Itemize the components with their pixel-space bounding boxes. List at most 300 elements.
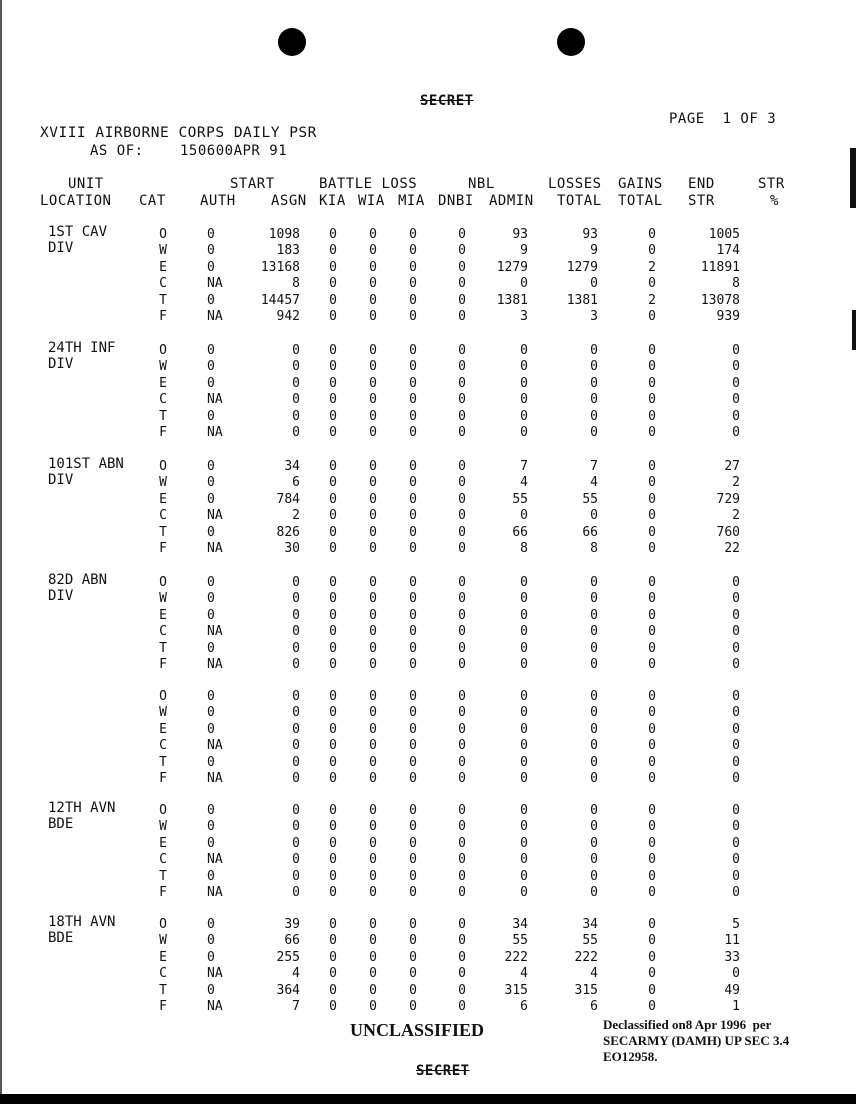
cell-dnbi: 0 xyxy=(458,243,466,259)
cell-end-str: 27 xyxy=(724,459,740,474)
cell-dnbi: 0 xyxy=(458,819,466,835)
cell-dnbi: 0 xyxy=(458,868,466,884)
cell-kia: 0 xyxy=(329,835,337,851)
cell-wia: 0 xyxy=(369,276,377,292)
cell-asgn: 4 xyxy=(292,966,300,982)
cell-cat: O xyxy=(159,227,167,242)
cell-kia: 0 xyxy=(329,640,337,656)
cell-asgn: 0 xyxy=(292,408,300,424)
cell-auth: 0 xyxy=(207,524,215,540)
cell-end-str: 49 xyxy=(724,982,740,998)
cell-gains-total: 0 xyxy=(648,933,656,949)
header-start: START xyxy=(230,176,275,192)
cell-kia: 0 xyxy=(329,508,337,524)
cell-admin: 1279 xyxy=(496,259,528,275)
cell-dnbi: 0 xyxy=(458,359,466,375)
cell-dnbi: 0 xyxy=(458,721,466,737)
cell-gains-total: 0 xyxy=(648,803,656,818)
cell-kia: 0 xyxy=(329,375,337,391)
cell-cat: C xyxy=(159,392,167,408)
cell-admin: 0 xyxy=(520,835,528,851)
cell-kia: 0 xyxy=(329,689,337,704)
cell-mia: 0 xyxy=(409,982,417,998)
cell-end-str: 0 xyxy=(732,657,740,672)
cell-wia: 0 xyxy=(369,640,377,656)
cell-mia: 0 xyxy=(409,803,417,818)
cell-asgn: 14457 xyxy=(260,292,300,308)
cell-wia: 0 xyxy=(369,738,377,754)
cell-gains-total: 0 xyxy=(648,754,656,770)
cell-cat: C xyxy=(159,966,167,982)
cell-auth: 0 xyxy=(207,835,215,851)
cell-cat: O xyxy=(159,459,167,474)
cell-asgn: 0 xyxy=(292,689,300,704)
cell-kia: 0 xyxy=(329,982,337,998)
cell-admin: 0 xyxy=(520,868,528,884)
cell-admin: 34 xyxy=(512,917,528,932)
cell-kia: 0 xyxy=(329,292,337,308)
cell-end-str: 13078 xyxy=(700,292,740,308)
header-mia: MIA xyxy=(398,193,425,209)
cell-losses-total: 6 xyxy=(590,999,598,1014)
cell-losses-total: 0 xyxy=(590,721,598,737)
cell-asgn: 0 xyxy=(292,835,300,851)
cell-losses-total: 0 xyxy=(590,508,598,524)
cell-wia: 0 xyxy=(369,392,377,408)
cell-auth: 0 xyxy=(207,359,215,375)
cell-dnbi: 0 xyxy=(458,392,466,408)
cell-cat: C xyxy=(159,738,167,754)
cell-asgn: 0 xyxy=(292,852,300,868)
cell-cat: T xyxy=(159,982,167,998)
cell-losses-total: 0 xyxy=(590,359,598,375)
cell-gains-total: 0 xyxy=(648,591,656,607)
cell-auth: 0 xyxy=(207,868,215,884)
cell-mia: 0 xyxy=(409,459,417,474)
cell-wia: 0 xyxy=(369,657,377,672)
page-number: PAGE 1 OF 3 xyxy=(669,111,777,127)
cell-wia: 0 xyxy=(369,933,377,949)
header-auth: AUTH xyxy=(200,193,236,209)
bottom-classification: SECRET xyxy=(416,1063,470,1079)
cell-kia: 0 xyxy=(329,491,337,507)
cell-admin: 0 xyxy=(520,803,528,818)
cell-auth: NA xyxy=(207,885,223,900)
cell-mia: 0 xyxy=(409,392,417,408)
cell-cat: F xyxy=(159,309,167,324)
cell-losses-total: 0 xyxy=(590,375,598,391)
cell-asgn: 255 xyxy=(276,949,300,965)
cell-wia: 0 xyxy=(369,475,377,491)
header-dnbi: DNBI xyxy=(438,193,474,209)
cell-gains-total: 0 xyxy=(648,885,656,900)
cell-admin: 0 xyxy=(520,689,528,704)
report-title: XVIII AIRBORNE CORPS DAILY PSR xyxy=(40,125,317,141)
cell-asgn: 942 xyxy=(276,309,300,324)
cell-auth: 0 xyxy=(207,933,215,949)
cell-admin: 66 xyxy=(512,524,528,540)
cell-wia: 0 xyxy=(369,835,377,851)
declassification-note xyxy=(603,1017,789,1065)
cell-losses-total: 7 xyxy=(590,459,598,474)
cell-wia: 0 xyxy=(369,917,377,932)
cell-asgn: 826 xyxy=(276,524,300,540)
cell-mia: 0 xyxy=(409,491,417,507)
cell-losses-total: 0 xyxy=(590,425,598,440)
cell-mia: 0 xyxy=(409,243,417,259)
cell-dnbi: 0 xyxy=(458,343,466,358)
cell-mia: 0 xyxy=(409,966,417,982)
cell-losses-total: 0 xyxy=(590,868,598,884)
cell-gains-total: 0 xyxy=(648,575,656,590)
unit-name: 1ST CAV xyxy=(48,224,108,240)
cell-dnbi: 0 xyxy=(458,852,466,868)
header-end: END xyxy=(688,176,715,192)
cell-kia: 0 xyxy=(329,754,337,770)
cell-losses-total: 55 xyxy=(582,933,598,949)
cell-losses-total: 0 xyxy=(590,607,598,623)
cell-end-str: 939 xyxy=(716,309,740,324)
cell-dnbi: 0 xyxy=(458,624,466,640)
cell-wia: 0 xyxy=(369,591,377,607)
cell-losses-total: 34 xyxy=(582,917,598,932)
cell-admin: 4 xyxy=(520,475,528,491)
cell-mia: 0 xyxy=(409,721,417,737)
cell-wia: 0 xyxy=(369,607,377,623)
cell-cat: O xyxy=(159,689,167,704)
cell-cat: W xyxy=(159,933,167,949)
header-asgn: ASGN xyxy=(271,193,307,209)
cell-admin: 4 xyxy=(520,966,528,982)
header-location: LOCATION xyxy=(40,193,112,209)
cell-auth: NA xyxy=(207,309,223,324)
cell-asgn: 0 xyxy=(292,591,300,607)
cell-auth: 0 xyxy=(207,754,215,770)
cell-auth: NA xyxy=(207,771,223,786)
cell-dnbi: 0 xyxy=(458,982,466,998)
cell-admin: 315 xyxy=(504,982,528,998)
cell-mia: 0 xyxy=(409,607,417,623)
cell-asgn: 0 xyxy=(292,624,300,640)
cell-end-str: 0 xyxy=(732,425,740,440)
cell-kia: 0 xyxy=(329,259,337,275)
cell-kia: 0 xyxy=(329,425,337,440)
cell-auth: NA xyxy=(207,966,223,982)
cell-wia: 0 xyxy=(369,343,377,358)
cell-losses-total: 0 xyxy=(590,819,598,835)
unit-name: 24TH INF xyxy=(48,340,116,356)
cell-mia: 0 xyxy=(409,524,417,540)
header-gains: GAINS xyxy=(618,176,663,192)
declassified-line: EO12958. xyxy=(603,1049,658,1064)
cell-auth: 0 xyxy=(207,343,215,358)
cell-losses-total: 66 xyxy=(582,524,598,540)
cell-dnbi: 0 xyxy=(458,475,466,491)
cell-kia: 0 xyxy=(329,917,337,932)
cell-mia: 0 xyxy=(409,343,417,358)
cell-dnbi: 0 xyxy=(458,705,466,721)
cell-dnbi: 0 xyxy=(458,227,466,242)
cell-losses-total: 0 xyxy=(590,408,598,424)
cell-wia: 0 xyxy=(369,754,377,770)
cell-gains-total: 0 xyxy=(648,835,656,851)
cell-gains-total: 0 xyxy=(648,276,656,292)
cell-gains-total: 0 xyxy=(648,408,656,424)
unit-type: BDE xyxy=(48,930,74,947)
cell-auth: NA xyxy=(207,624,223,640)
cell-auth: 0 xyxy=(207,375,215,391)
cell-cat: E xyxy=(159,607,167,623)
cell-mia: 0 xyxy=(409,819,417,835)
cell-wia: 0 xyxy=(369,949,377,965)
cell-kia: 0 xyxy=(329,738,337,754)
cell-admin: 0 xyxy=(520,343,528,358)
cell-end-str: 0 xyxy=(732,575,740,590)
cell-asgn: 0 xyxy=(292,803,300,818)
cell-auth: NA xyxy=(207,392,223,408)
cell-end-str: 0 xyxy=(732,721,740,737)
unit-type: DIV xyxy=(48,588,74,605)
cell-admin: 0 xyxy=(520,624,528,640)
cell-losses-total: 93 xyxy=(582,227,598,242)
cell-end-str: 0 xyxy=(732,885,740,900)
cell-auth: NA xyxy=(207,276,223,292)
cell-losses-total: 222 xyxy=(574,949,598,965)
cell-kia: 0 xyxy=(329,575,337,590)
cell-admin: 222 xyxy=(504,949,528,965)
cell-cat: O xyxy=(159,803,167,818)
cell-wia: 0 xyxy=(369,459,377,474)
cell-kia: 0 xyxy=(329,999,337,1014)
cell-cat: T xyxy=(159,408,167,424)
cell-mia: 0 xyxy=(409,292,417,308)
cell-wia: 0 xyxy=(369,721,377,737)
cell-wia: 0 xyxy=(369,309,377,324)
cell-gains-total: 0 xyxy=(648,949,656,965)
cell-gains-total: 0 xyxy=(648,375,656,391)
cell-losses-total: 0 xyxy=(590,575,598,590)
cell-admin: 0 xyxy=(520,738,528,754)
cell-wia: 0 xyxy=(369,771,377,786)
cell-auth: 0 xyxy=(207,491,215,507)
cell-losses-total: 0 xyxy=(590,754,598,770)
cell-losses-total: 0 xyxy=(590,657,598,672)
cell-dnbi: 0 xyxy=(458,491,466,507)
cell-gains-total: 0 xyxy=(648,689,656,704)
cell-admin: 0 xyxy=(520,721,528,737)
cell-mia: 0 xyxy=(409,309,417,324)
cell-asgn: 0 xyxy=(292,607,300,623)
cell-end-str: 1005 xyxy=(708,227,740,242)
header-gains-total: TOTAL xyxy=(618,193,663,209)
cell-mia: 0 xyxy=(409,999,417,1014)
cell-losses-total: 55 xyxy=(582,491,598,507)
cell-cat: F xyxy=(159,771,167,786)
cell-gains-total: 0 xyxy=(648,917,656,932)
cell-end-str: 2 xyxy=(732,508,740,524)
cell-auth: 0 xyxy=(207,640,215,656)
scan-edge-mark xyxy=(850,148,856,208)
cell-cat: F xyxy=(159,425,167,440)
cell-asgn: 784 xyxy=(276,491,300,507)
unit-name: 82D ABN xyxy=(48,572,108,588)
cell-admin: 0 xyxy=(520,885,528,900)
cell-gains-total: 0 xyxy=(648,459,656,474)
cell-losses-total: 0 xyxy=(590,738,598,754)
cell-auth: NA xyxy=(207,999,223,1014)
cell-mia: 0 xyxy=(409,640,417,656)
cell-losses-total: 0 xyxy=(590,852,598,868)
cell-dnbi: 0 xyxy=(458,657,466,672)
cell-auth: 0 xyxy=(207,917,215,932)
header-admin: ADMIN xyxy=(489,193,534,209)
scan-left-edge xyxy=(0,0,2,1104)
cell-wia: 0 xyxy=(369,966,377,982)
cell-admin: 0 xyxy=(520,591,528,607)
cell-mia: 0 xyxy=(409,885,417,900)
cell-wia: 0 xyxy=(369,885,377,900)
cell-auth: 0 xyxy=(207,259,215,275)
cell-losses-total: 4 xyxy=(590,475,598,491)
cell-end-str: 2 xyxy=(732,475,740,491)
unit-type: BDE xyxy=(48,816,74,833)
cell-gains-total: 0 xyxy=(648,738,656,754)
cell-asgn: 0 xyxy=(292,575,300,590)
cell-auth: 0 xyxy=(207,591,215,607)
cell-dnbi: 0 xyxy=(458,607,466,623)
header-battle-loss: BATTLE LOSS xyxy=(319,176,418,192)
cell-kia: 0 xyxy=(329,771,337,786)
cell-admin: 0 xyxy=(520,276,528,292)
cell-auth: 0 xyxy=(207,408,215,424)
cell-kia: 0 xyxy=(329,868,337,884)
cell-wia: 0 xyxy=(369,375,377,391)
cell-dnbi: 0 xyxy=(458,738,466,754)
cell-auth: 0 xyxy=(207,689,215,704)
punch-hole-left xyxy=(278,28,306,56)
cell-auth: 0 xyxy=(207,475,215,491)
cell-end-str: 0 xyxy=(732,819,740,835)
cell-end-str: 0 xyxy=(732,754,740,770)
cell-asgn: 0 xyxy=(292,425,300,440)
cell-dnbi: 0 xyxy=(458,999,466,1014)
cell-kia: 0 xyxy=(329,343,337,358)
cell-end-str: 0 xyxy=(732,835,740,851)
cell-end-str: 5 xyxy=(732,917,740,932)
cell-dnbi: 0 xyxy=(458,885,466,900)
cell-losses-total: 0 xyxy=(590,689,598,704)
cell-asgn: 0 xyxy=(292,771,300,786)
cell-losses-total: 9 xyxy=(590,243,598,259)
cell-kia: 0 xyxy=(329,392,337,408)
cell-dnbi: 0 xyxy=(458,933,466,949)
cell-end-str: 0 xyxy=(732,868,740,884)
cell-asgn: 0 xyxy=(292,640,300,656)
cell-asgn: 6 xyxy=(292,475,300,491)
cell-end-str: 0 xyxy=(732,343,740,358)
cell-dnbi: 0 xyxy=(458,276,466,292)
cell-gains-total: 0 xyxy=(648,721,656,737)
cell-gains-total: 0 xyxy=(648,999,656,1014)
cell-dnbi: 0 xyxy=(458,459,466,474)
cell-dnbi: 0 xyxy=(458,689,466,704)
cell-wia: 0 xyxy=(369,359,377,375)
cell-asgn: 8 xyxy=(292,276,300,292)
cell-mia: 0 xyxy=(409,949,417,965)
unit-name: 101ST ABN xyxy=(48,456,124,472)
cell-mia: 0 xyxy=(409,852,417,868)
cell-asgn: 39 xyxy=(284,917,300,932)
cell-admin: 0 xyxy=(520,392,528,408)
cell-auth: 0 xyxy=(207,243,215,259)
cell-auth: 0 xyxy=(207,459,215,474)
cell-wia: 0 xyxy=(369,999,377,1014)
cell-gains-total: 0 xyxy=(648,982,656,998)
cell-dnbi: 0 xyxy=(458,917,466,932)
cell-kia: 0 xyxy=(329,705,337,721)
cell-asgn: 0 xyxy=(292,392,300,408)
cell-dnbi: 0 xyxy=(458,803,466,818)
cell-cat: C xyxy=(159,624,167,640)
cell-kia: 0 xyxy=(329,949,337,965)
cell-end-str: 0 xyxy=(732,705,740,721)
cell-dnbi: 0 xyxy=(458,949,466,965)
cell-cat: F xyxy=(159,541,167,556)
as-of-value: 150600APR 91 xyxy=(180,143,288,159)
cell-mia: 0 xyxy=(409,868,417,884)
unit-type: DIV xyxy=(48,240,74,257)
cell-end-str: 11 xyxy=(724,933,740,949)
cell-admin: 0 xyxy=(520,408,528,424)
cell-losses-total: 0 xyxy=(590,343,598,358)
cell-gains-total: 0 xyxy=(648,541,656,556)
cell-wia: 0 xyxy=(369,803,377,818)
cell-admin: 0 xyxy=(520,359,528,375)
cell-losses-total: 0 xyxy=(590,276,598,292)
cell-mia: 0 xyxy=(409,425,417,440)
cell-losses-total: 0 xyxy=(590,835,598,851)
cell-cat: E xyxy=(159,721,167,737)
cell-asgn: 0 xyxy=(292,819,300,835)
cell-admin: 0 xyxy=(520,819,528,835)
cell-gains-total: 0 xyxy=(648,227,656,242)
cell-wia: 0 xyxy=(369,705,377,721)
unit-type: DIV xyxy=(48,356,74,373)
as-of-label: AS OF: xyxy=(90,143,144,159)
cell-dnbi: 0 xyxy=(458,754,466,770)
cell-gains-total: 0 xyxy=(648,819,656,835)
cell-dnbi: 0 xyxy=(458,640,466,656)
cell-asgn: 0 xyxy=(292,657,300,672)
cell-dnbi: 0 xyxy=(458,835,466,851)
cell-kia: 0 xyxy=(329,243,337,259)
cell-dnbi: 0 xyxy=(458,524,466,540)
cell-gains-total: 0 xyxy=(648,624,656,640)
cell-dnbi: 0 xyxy=(458,541,466,556)
cell-end-str: 0 xyxy=(732,640,740,656)
cell-kia: 0 xyxy=(329,408,337,424)
cell-auth: 0 xyxy=(207,292,215,308)
cell-mia: 0 xyxy=(409,624,417,640)
header-losses: LOSSES xyxy=(548,176,602,192)
cell-end-str: 174 xyxy=(716,243,740,259)
cell-dnbi: 0 xyxy=(458,375,466,391)
cell-mia: 0 xyxy=(409,475,417,491)
cell-wia: 0 xyxy=(369,868,377,884)
cell-dnbi: 0 xyxy=(458,425,466,440)
cell-losses-total: 0 xyxy=(590,624,598,640)
cell-end-str: 0 xyxy=(732,591,740,607)
